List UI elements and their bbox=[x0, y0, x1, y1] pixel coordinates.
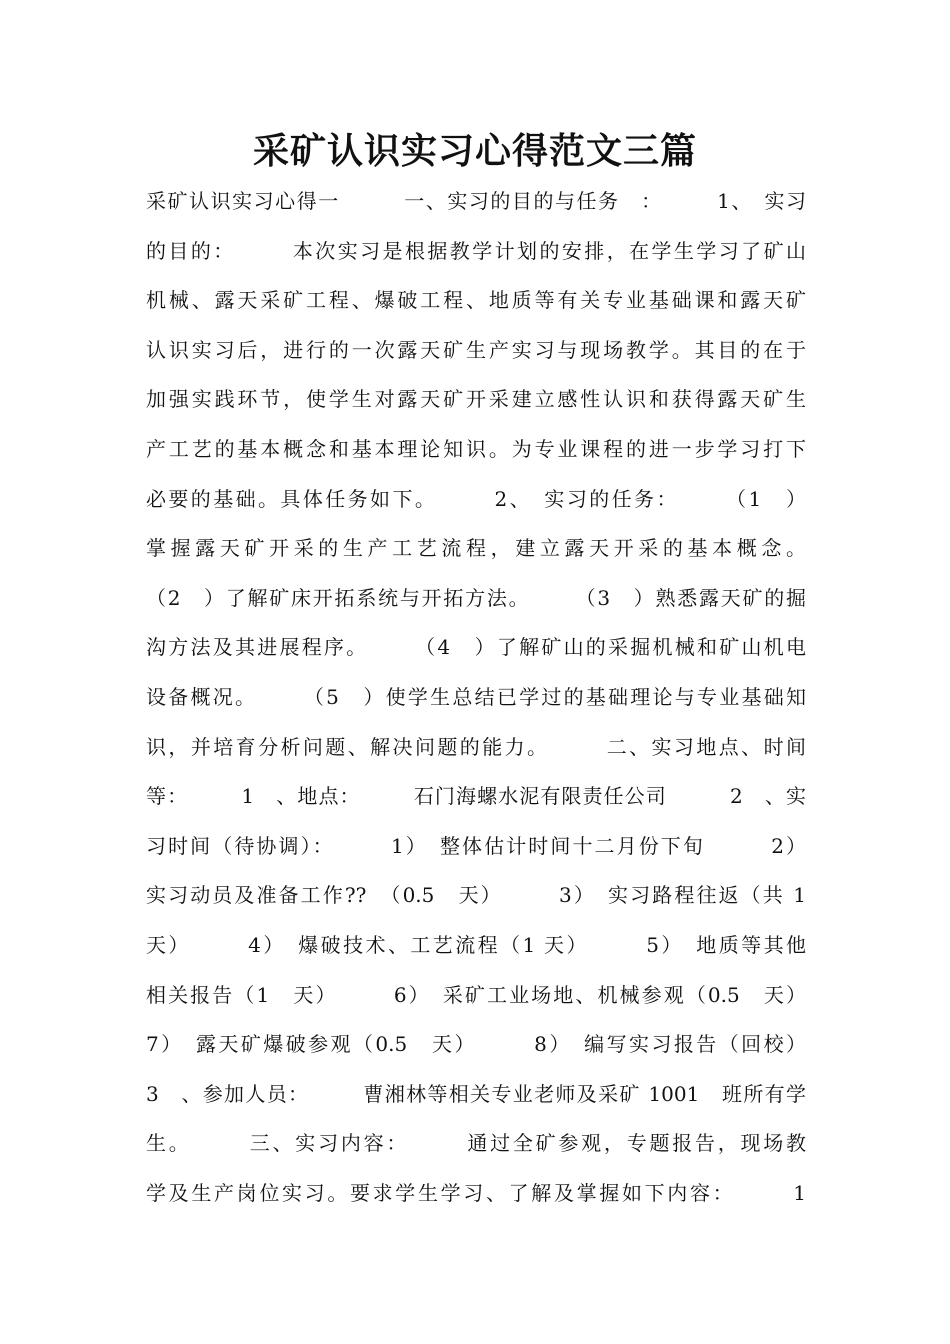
body-line: 掌握露天矿开采的生产工艺流程，建立露天开采的基本概念。 bbox=[146, 536, 806, 561]
body-line: 设备概况。 （5 ）使学生总结已学过的基础理论与专业基础知 bbox=[146, 684, 806, 709]
body-line: 7） 露天矿爆破参观（0.5 天） 8） 编写实习报告（回校） bbox=[146, 1032, 806, 1057]
body-line: 学及生产岗位实习。要求学生学习、了解及掌握如下内容： 1 bbox=[146, 1180, 806, 1205]
body-line: 必要的基础。具体任务如下。 2、 实习的任务： （1 ） bbox=[146, 486, 806, 511]
body-line: 产工艺的基本概念和基本理论知识。为专业课程的进一步学习打下 bbox=[146, 436, 806, 461]
body-line: （2 ）了解矿床开拓系统与开拓方法。 （3 ）熟悉露天矿的掘 bbox=[146, 585, 806, 610]
body-line: 沟方法及其进展程序。 （4 ）了解矿山的采掘机械和矿山机电 bbox=[146, 635, 806, 660]
body-line: 的目的： 本次实习是根据教学计划的安排，在学生学习了矿山 bbox=[146, 238, 806, 263]
document-body bbox=[146, 177, 806, 1218]
body-line: 等： 1 、地点： 石门海螺水泥有限责任公司 2 、实 bbox=[146, 784, 806, 809]
body-line: 相关报告（1 天） 6） 采矿工业场地、机械参观（0.5 天） bbox=[146, 982, 806, 1007]
body-line: 识，并培育分析问题、解决问题的能力。 二、实习地点、时间 bbox=[146, 734, 806, 759]
body-line: 机械、露天采矿工程、爆破工程、地质等有关专业基础课和露天矿 bbox=[146, 288, 806, 313]
body-line: 天） 4） 爆破技术、工艺流程（1 天） 5） 地质等其他 bbox=[146, 932, 806, 957]
body-line: 生。 三、实习内容： 通过全矿参观，专题报告，现场教 bbox=[146, 1131, 806, 1156]
body-line: 采矿认识实习心得一 一、实习的目的与任务 ： 1、 实习 bbox=[146, 189, 806, 213]
body-line: 3 、参加人员： 曹湘林等相关专业老师及采矿 1001 班所有学 bbox=[146, 1081, 806, 1106]
body-line: 实习动员及准备工作?? （0.5 天） 3） 实习路程往返（共 1 bbox=[146, 883, 806, 908]
body-line: 习时间（待协调）： 1） 整体估计时间十二月份下旬 2） bbox=[146, 833, 806, 858]
body-line: 认识实习后，进行的一次露天矿生产实习与现场教学。其目的在于 bbox=[146, 337, 806, 362]
body-line: 加强实践环节，使学生对露天矿开采建立感性认识和获得露天矿生 bbox=[146, 387, 806, 412]
document-title: 采矿认识实习心得范文三篇 bbox=[252, 131, 697, 172]
